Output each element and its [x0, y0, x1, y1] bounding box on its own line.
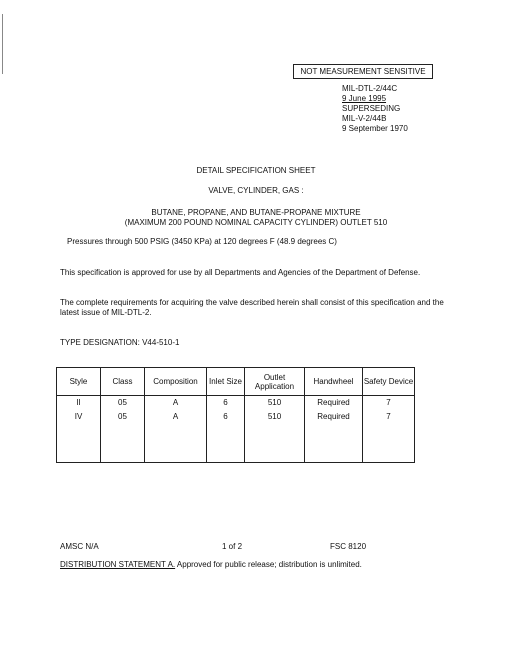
col-header-handwheel: Handwheel — [305, 368, 363, 396]
item-title: VALVE, CYLINDER, GAS : — [208, 186, 304, 195]
distribution-text: Approved for public release; distribution is unlimited. — [176, 560, 362, 569]
subtitle-line-2: (MAXIMUM 200 POUND NOMINAL CAPACITY CYLINDER) OUTLET 510 — [124, 218, 388, 227]
spec-table — [56, 367, 415, 463]
col-header-composition: Composition — [145, 368, 207, 396]
sheet-title: DETAIL SPECIFICATION SHEET — [196, 166, 316, 175]
cell-outlet-application: 510 — [245, 396, 305, 411]
approval-statement: This specification is approved for use by all Departments and Agencies of the Department of Defense. — [60, 268, 421, 277]
cell-class: 05 — [101, 410, 145, 424]
cell-style: II — [57, 396, 101, 411]
cell-composition: A — [145, 396, 207, 411]
superseded-id: MIL-V-2/44B — [342, 114, 387, 123]
doc-id: MIL-DTL-2/44C — [342, 84, 398, 93]
pressure-rating: Pressures through 500 PSIG (3450 KPa) at 120 degrees F (48.9 degrees C) — [67, 237, 337, 246]
distribution-label: DISTRIBUTION STATEMENT A. — [60, 560, 176, 569]
table-row — [57, 396, 415, 411]
cell-class: 05 — [101, 396, 145, 411]
table-row — [57, 410, 415, 424]
col-header-inlet-size: Inlet Size — [207, 368, 245, 396]
cell-composition: A — [145, 410, 207, 424]
cell-handwheel: Required — [305, 410, 363, 424]
col-header-class: Class — [101, 368, 145, 396]
col-header-outlet-application: Outlet Application — [245, 368, 305, 396]
superseded-date: 9 September 1970 — [342, 124, 408, 133]
scan-edge-mark — [2, 14, 3, 74]
cell-safety-device: 7 — [363, 410, 415, 424]
notice-box: NOT MEASUREMENT SENSITIVE — [293, 64, 433, 79]
subtitle-line-1: BUTANE, PROPANE, AND BUTANE-PROPANE MIXTURE — [151, 208, 361, 217]
page-number: 1 of 2 — [222, 542, 243, 551]
table-header-row — [57, 368, 415, 396]
amsc-code: AMSC N/A — [60, 542, 99, 551]
distribution-statement — [60, 560, 362, 569]
doc-date: 9 June 1995 — [342, 94, 387, 103]
cell-handwheel: Required — [305, 396, 363, 411]
col-header-safety-device: Safety Device — [363, 368, 415, 396]
cell-style: IV — [57, 410, 101, 424]
table-empty-row — [57, 424, 415, 463]
cell-inlet-size: 6 — [207, 396, 245, 411]
type-designation: TYPE DESIGNATION: V44-510-1 — [60, 338, 180, 347]
superseding-label: SUPERSEDING — [342, 104, 401, 113]
fsc-code: FSC 8120 — [330, 542, 367, 551]
col-header-style: Style — [57, 368, 101, 396]
cell-outlet-application: 510 — [245, 410, 305, 424]
requirements-statement: The complete requirements for acquiring the valve described herein shall consist of this specification and the latest issue of MIL-DTL-2. — [60, 298, 444, 317]
cell-safety-device: 7 — [363, 396, 415, 411]
cell-inlet-size: 6 — [207, 410, 245, 424]
